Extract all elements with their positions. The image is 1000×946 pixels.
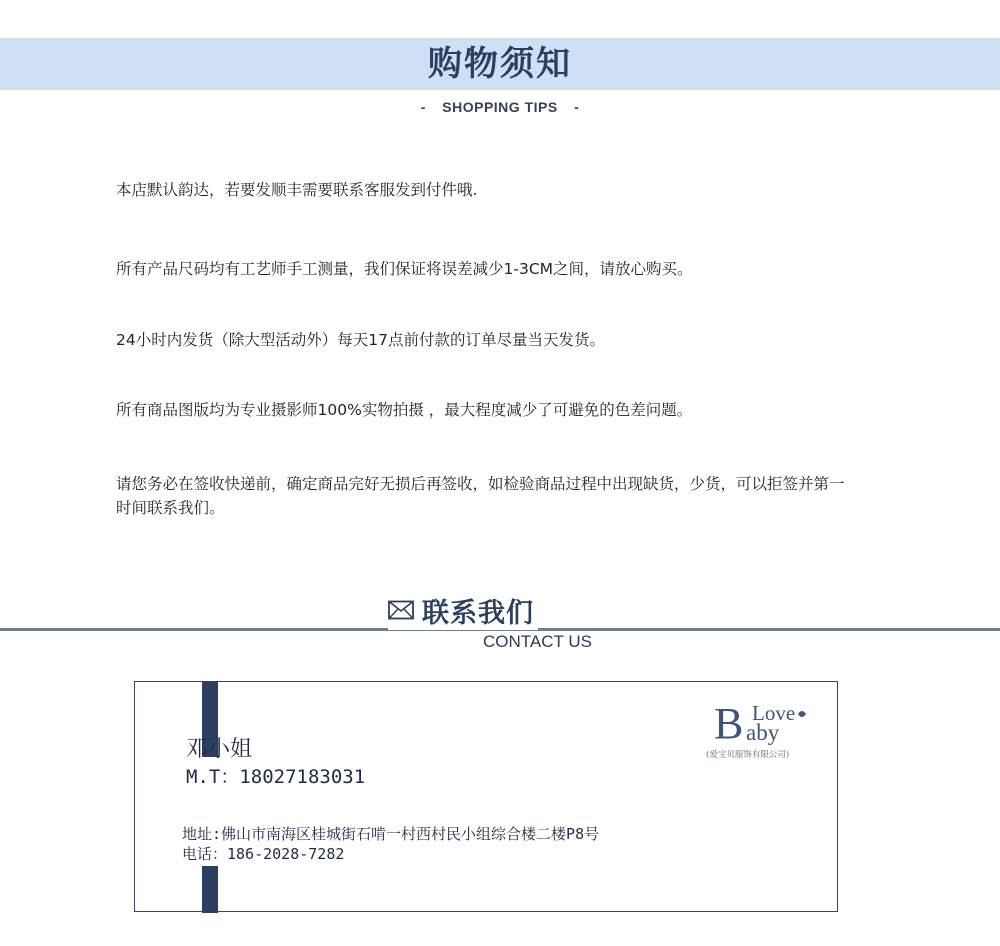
- logo-word-aby: aby: [746, 720, 780, 745]
- subtitle-text: SHOPPING TIPS: [442, 99, 558, 115]
- logo-company: (爱宝贝服饰有限公司): [706, 750, 790, 760]
- contact-name: 邓小姐: [186, 737, 253, 762]
- page-title: 购物须知: [428, 44, 572, 84]
- tip-delivery-time: 24小时内发货（除大型活动外）每天17点前付款的订单尽量当天发货。: [116, 331, 605, 349]
- contact-address: 地址:佛山市南海区桂城街石啃一村西村民小组综合楼二楼P8号: [182, 825, 600, 843]
- contact-heading: [388, 590, 538, 630]
- heart-icon: [798, 711, 806, 717]
- tip-shipping: 本店默认韵达，若要发顺丰需要联系客服发到付件哦.: [116, 181, 478, 199]
- tip-inspection: 请您务必在签收快递前，确定商品完好无损后再签收，如检验商品过程中出现缺货，少货，可以拒签并第一时间联系我们。: [116, 475, 845, 517]
- tip-sizing: 所有产品尺码均有工艺师手工测量，我们保证将误差减少1-3CM之间，请放心购买。: [116, 260, 693, 278]
- mail-icon: [388, 600, 414, 620]
- logo-word-love: Love: [752, 701, 796, 725]
- contact-subtitle: CONTACT US: [483, 632, 592, 651]
- contact-title: 联系我们: [422, 597, 534, 629]
- subtitle-dash-right: -: [574, 99, 580, 115]
- card-accent-bar-bottom: [202, 866, 218, 913]
- page-subtitle: [0, 99, 1000, 115]
- logo-letter-b: B: [714, 699, 744, 748]
- contact-tel: 电话：186-2028-7282: [182, 845, 345, 863]
- love-baby-logo: [706, 696, 826, 762]
- subtitle-dash-left: -: [420, 99, 426, 115]
- tip-photos: 所有商品图版均为专业摄影师100%实物拍摄 ，最大程度减少了可避免的色差问题。: [116, 401, 693, 419]
- contact-phone: M.T：18027183031: [186, 766, 366, 788]
